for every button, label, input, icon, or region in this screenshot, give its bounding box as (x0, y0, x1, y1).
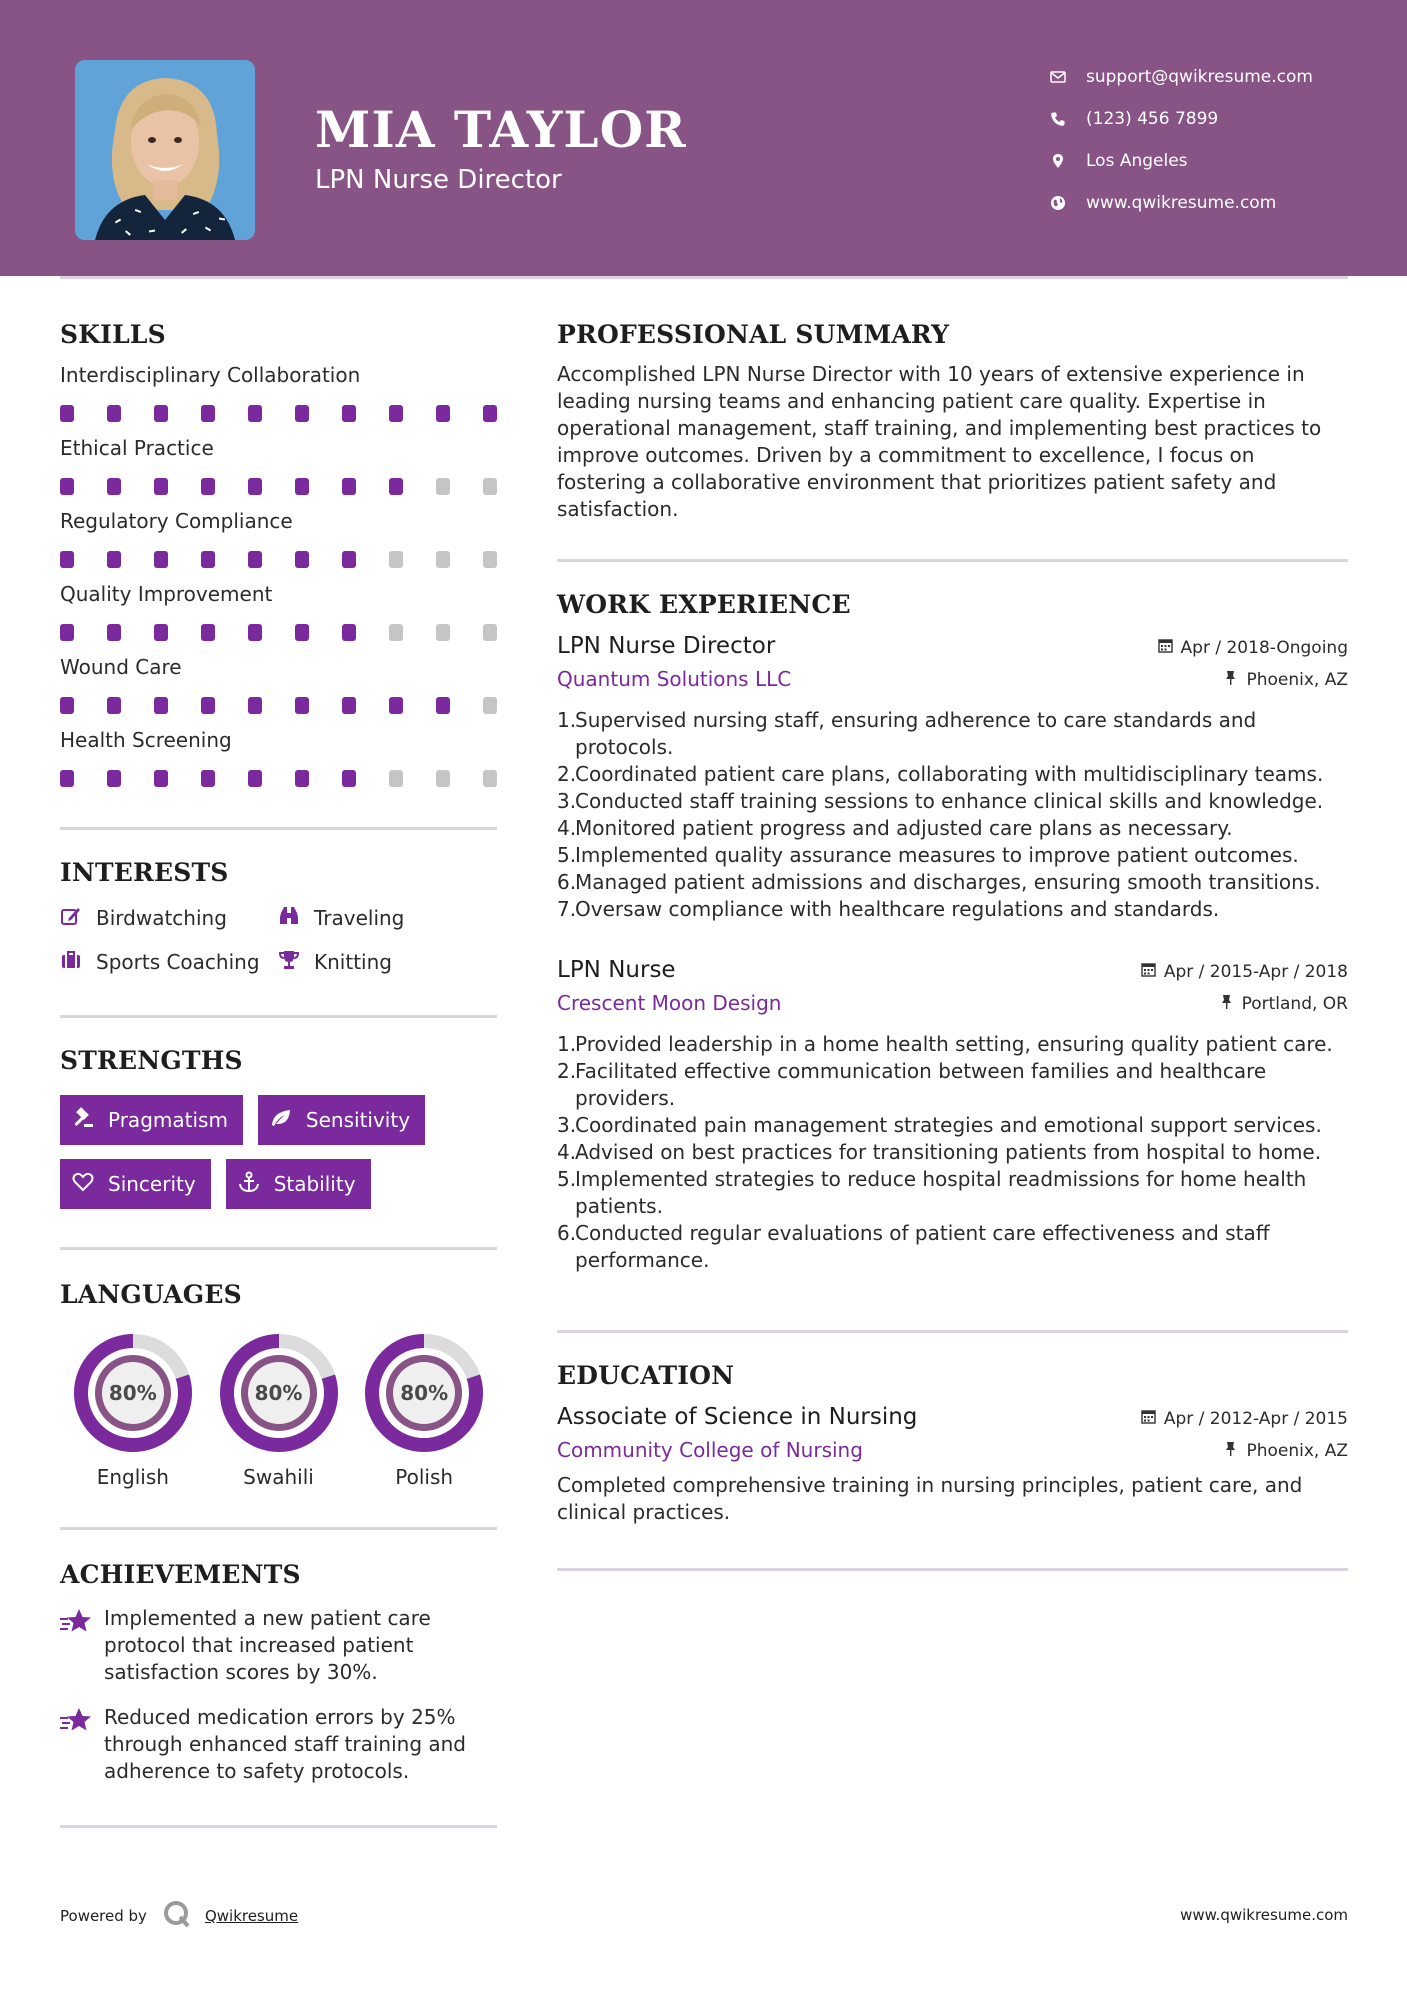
education-entry (557, 1404, 1348, 1526)
achievement-item (60, 1704, 497, 1785)
duties-list (557, 707, 1348, 923)
section-divider (60, 1247, 497, 1250)
school-name: Community College of Nursing (557, 1438, 863, 1462)
duty-number: 7. (557, 897, 577, 921)
duty-text: Coordinated pain management strategies and emotional support services. (575, 1113, 1322, 1137)
strength-label: Pragmatism (108, 1108, 228, 1132)
skill-dot-filled (295, 478, 309, 495)
left-column (60, 320, 497, 1828)
duty-number: 5. (557, 843, 577, 867)
skill-name: Quality Improvement (60, 582, 273, 606)
skill-dot-filled (295, 770, 309, 787)
skills-list (60, 363, 497, 787)
skill-name: Health Screening (60, 728, 232, 752)
job-location-text: Phoenix, AZ (1246, 670, 1348, 690)
skills-title: SKILLS (60, 320, 166, 349)
education-location-text: Phoenix, AZ (1246, 1441, 1348, 1461)
skill-dot-filled (248, 405, 262, 422)
profile-photo (75, 60, 255, 240)
duty-number: 4. (557, 1140, 577, 1164)
skill-dot-filled (436, 405, 450, 422)
language-name: English (96, 1465, 169, 1489)
duty-text: Provided leadership in a home health setting, ensuring quality patient care. (575, 1032, 1333, 1056)
duty-number: 3. (557, 789, 577, 813)
duty-number: 6. (557, 870, 577, 894)
interests-list (60, 905, 497, 975)
calendar-icon (1158, 638, 1181, 658)
strength-label: Sincerity (108, 1172, 196, 1196)
achievement-text: Reduced medication errors by 25% through enhanced staff training and adherence to safety protocols. (104, 1705, 467, 1783)
job-entry (557, 957, 1348, 1274)
skill-dot-filled (342, 478, 356, 495)
achievement-text: Implemented a new patient care protocol that increased patient satisfaction scores by 30%. (104, 1606, 431, 1684)
language-progress-ring (73, 1333, 193, 1453)
brand-link[interactable]: Qwikresume (204, 1907, 299, 1925)
interest-label: Traveling (314, 906, 405, 930)
duty-number: 6. (557, 1221, 577, 1245)
anchor-icon (238, 1171, 274, 1198)
duty-item (557, 869, 1348, 896)
duties-list (557, 1031, 1348, 1274)
skill-dot-empty (436, 624, 450, 641)
job-date-text: Apr / 2015-Apr / 2018 (1163, 962, 1348, 982)
achievement-item (60, 1605, 497, 1686)
education-date-text: Apr / 2012-Apr / 2015 (1163, 1409, 1348, 1429)
duty-text: Supervised nursing staff, ensuring adherence to care standards and protocols. (575, 708, 1257, 759)
duty-text: Oversaw compliance with healthcare regulations and standards. (575, 897, 1220, 921)
skill-dot-empty (483, 478, 497, 495)
skill-dot-filled (107, 405, 121, 422)
skill-dot-empty (483, 697, 497, 714)
job-location (1223, 670, 1348, 690)
strength-tag (258, 1095, 425, 1145)
languages-list (60, 1333, 497, 1489)
skill-dot-filled (60, 551, 74, 568)
skill-level-dots (60, 697, 497, 714)
skill-dot-filled (201, 478, 215, 495)
skill-dot-filled (342, 624, 356, 641)
duty-item (557, 761, 1348, 788)
skill-dot-filled (107, 551, 121, 568)
skill-level-dots (60, 770, 497, 787)
duty-item (557, 842, 1348, 869)
interest-label: Sports Coaching (96, 950, 260, 974)
duty-item (557, 1166, 1348, 1220)
skill-dot-empty (483, 770, 497, 787)
strengths-title: STRENGTHS (60, 1046, 243, 1075)
strength-label: Sensitivity (305, 1108, 411, 1132)
skill-dot-filled (295, 697, 309, 714)
skill-dot-filled (201, 551, 215, 568)
language-item (351, 1333, 497, 1489)
duty-number: 4. (557, 816, 577, 840)
skill-dot-empty (389, 551, 403, 568)
skill-dot-filled (154, 770, 168, 787)
skill-dot-filled (201, 624, 215, 641)
skill-dot-filled (295, 551, 309, 568)
skill-dot-empty (436, 551, 450, 568)
section-divider (60, 1015, 497, 1018)
section-divider (60, 827, 497, 830)
interest-item (278, 949, 497, 975)
section-divider (557, 559, 1348, 562)
skill-dot-filled (295, 624, 309, 641)
duty-text: Conducted regular evaluations of patient care effectiveness and staff performance. (575, 1221, 1270, 1272)
skill-name: Interdisciplinary Collaboration (60, 363, 361, 387)
experience-title: WORK EXPERIENCE (557, 590, 851, 619)
calendar-icon (1141, 962, 1164, 982)
interest-item (278, 905, 497, 931)
language-percent: 80% (400, 1381, 449, 1405)
education-description: Completed comprehensive training in nursing principles, patient care, and clinical practices. (557, 1473, 1303, 1524)
globe-icon (1050, 195, 1086, 211)
skill-level-dots (60, 405, 497, 422)
skill-dot-filled (248, 697, 262, 714)
duty-text: Monitored patient progress and adjusted care plans as necessary. (575, 816, 1233, 840)
edit-icon (60, 905, 96, 932)
skill-dot-filled (342, 551, 356, 568)
job-title: LPN Nurse (557, 957, 676, 983)
skill-dot-filled (107, 624, 121, 641)
calendar-icon (1141, 1409, 1164, 1429)
duty-number: 1. (557, 708, 577, 732)
duty-item (557, 1220, 1348, 1274)
duty-number: 5. (557, 1167, 577, 1191)
skill-dot-empty (436, 478, 450, 495)
trophy-icon (278, 949, 314, 976)
duty-number: 1. (557, 1032, 577, 1056)
skill-level-dots (60, 478, 497, 495)
pushpin-icon (1223, 670, 1246, 690)
job-location (1219, 994, 1348, 1014)
right-column (557, 320, 1348, 1571)
skill-dot-filled (342, 405, 356, 422)
skill-dot-filled (483, 405, 497, 422)
duty-item (557, 896, 1348, 923)
skill-dot-empty (389, 624, 403, 641)
duty-item (557, 1139, 1348, 1166)
resume-header (0, 0, 1407, 276)
skill-dot-filled (107, 478, 121, 495)
skill-dot-filled (248, 624, 262, 641)
skill-level-dots (60, 624, 497, 641)
education-location (1223, 1441, 1348, 1461)
achievements-list (60, 1605, 497, 1785)
duty-item (557, 1058, 1348, 1112)
duty-text: Facilitated effective communication between families and healthcare providers. (575, 1059, 1267, 1110)
skill-dot-filled (248, 551, 262, 568)
company-name: Quantum Solutions LLC (557, 667, 792, 691)
contact-location-text: Los Angeles (1086, 151, 1188, 171)
skill-dot-filled (107, 697, 121, 714)
section-divider (60, 1527, 497, 1530)
duty-number: 3. (557, 1113, 577, 1137)
language-percent: 80% (108, 1381, 157, 1405)
gavel-icon (72, 1107, 108, 1134)
education-title: EDUCATION (557, 1361, 735, 1390)
duty-text: Conducted staff training sessions to enhance clinical skills and knowledge. (575, 789, 1324, 813)
skill-dot-filled (154, 405, 168, 422)
skill-dot-filled (154, 697, 168, 714)
skill-dot-filled (60, 405, 74, 422)
candidate-role: LPN Nurse Director (315, 165, 562, 195)
duty-item (557, 1112, 1348, 1139)
envelope-icon (1050, 69, 1086, 85)
contact-phone[interactable] (1050, 98, 1313, 140)
strength-label: Stability (273, 1172, 356, 1196)
summary-text: Accomplished LPN Nurse Director with 10 years of extensive experience in leading nursing teams and enhancing patient care quality. Expertise in operational management, staff training, and implementing best practices to improve outcomes. Driven by a commitment to excellence, I focus on fostering a collaborative environment that prioritizes patient safety and satisfaction. (557, 362, 1322, 521)
skill-dot-empty (483, 624, 497, 641)
job-title: LPN Nurse Director (557, 633, 776, 659)
section-divider (60, 1825, 497, 1828)
duty-text: Implemented strategies to reduce hospital readmissions for home health patients. (575, 1167, 1307, 1218)
job-date (1141, 962, 1348, 982)
section-divider (557, 1330, 1348, 1333)
skill-dot-filled (389, 697, 403, 714)
strength-tag (60, 1095, 243, 1145)
section-divider (557, 1568, 1348, 1571)
duty-text: Advised on best practices for transitioning patients from hospital to home. (575, 1140, 1322, 1164)
language-progress-ring (364, 1333, 484, 1453)
duty-item (557, 1031, 1348, 1058)
skill-name: Ethical Practice (60, 436, 214, 460)
job-date-text: Apr / 2018-Ongoing (1180, 638, 1348, 658)
strengths-list (60, 1095, 497, 1209)
skill-dot-filled (342, 697, 356, 714)
interest-label: Knitting (314, 950, 392, 974)
interest-item (60, 905, 278, 931)
skill-dot-filled (60, 770, 74, 787)
contact-phone-text: (123) 456 7899 (1086, 109, 1219, 129)
job-date (1158, 638, 1348, 658)
pushpin-icon (1223, 1441, 1246, 1461)
contact-email-text: support@qwikresume.com (1086, 67, 1313, 87)
skill-dot-empty (436, 770, 450, 787)
star-icon (60, 1704, 104, 1785)
star-icon (60, 1605, 104, 1686)
skill-dot-filled (60, 697, 74, 714)
duty-item (557, 707, 1348, 761)
interest-item (60, 949, 278, 975)
skill-dot-filled (295, 405, 309, 422)
heart-icon (72, 1171, 108, 1198)
footer-powered-by (60, 1898, 298, 1934)
skill-dot-empty (389, 770, 403, 787)
language-name: Swahili (243, 1465, 314, 1489)
education-date (1141, 1409, 1348, 1429)
summary-title: PROFESSIONAL SUMMARY (557, 320, 950, 349)
strength-tag (60, 1159, 211, 1209)
qwikresume-logo-icon (147, 1898, 205, 1934)
skill-dot-empty (483, 551, 497, 568)
achievements-title: ACHIEVEMENTS (60, 1560, 301, 1589)
language-item (206, 1333, 352, 1489)
degree-title: Associate of Science in Nursing (557, 1404, 918, 1430)
skill-dot-filled (248, 478, 262, 495)
language-percent: 80% (254, 1381, 303, 1405)
interest-label: Birdwatching (96, 906, 227, 930)
interests-title: INTERESTS (60, 858, 229, 887)
languages-title: LANGUAGES (60, 1280, 242, 1309)
duty-number: 2. (557, 1059, 577, 1083)
skill-dot-filled (248, 770, 262, 787)
language-name: Polish (395, 1465, 454, 1489)
job-location-text: Portland, OR (1241, 994, 1348, 1014)
powered-by-label: Powered by (60, 1907, 147, 1925)
pushpin-icon (1219, 994, 1242, 1014)
leaf-icon (270, 1107, 306, 1134)
company-name: Crescent Moon Design (557, 991, 782, 1015)
binoculars-icon (278, 905, 314, 932)
skill-name: Regulatory Compliance (60, 509, 293, 533)
map-pin-icon (1050, 153, 1086, 169)
skill-level-dots (60, 551, 497, 568)
skill-dot-filled (154, 624, 168, 641)
contact-location (1050, 140, 1313, 182)
suitcase-icon (60, 949, 96, 976)
duty-number: 2. (557, 762, 577, 786)
skill-dot-filled (436, 697, 450, 714)
duty-item (557, 815, 1348, 842)
skill-dot-filled (154, 551, 168, 568)
skill-name: Wound Care (60, 655, 182, 679)
jobs-list (557, 633, 1348, 1274)
strength-tag (226, 1159, 371, 1209)
duty-text: Implemented quality assurance measures to improve patient outcomes. (575, 843, 1299, 867)
skill-dot-filled (154, 478, 168, 495)
phone-icon (1050, 111, 1086, 127)
skill-dot-filled (389, 478, 403, 495)
language-item (60, 1333, 206, 1489)
skill-dot-filled (201, 405, 215, 422)
skill-dot-filled (201, 697, 215, 714)
duty-text: Coordinated patient care plans, collaborating with multidisciplinary teams. (575, 762, 1324, 786)
language-progress-ring (219, 1333, 339, 1453)
contact-email[interactable] (1050, 56, 1313, 98)
contact-website-text: www.qwikresume.com (1086, 193, 1277, 213)
skill-dot-filled (60, 478, 74, 495)
skill-dot-filled (342, 770, 356, 787)
header-divider (60, 276, 1348, 279)
skill-dot-filled (60, 624, 74, 641)
job-entry (557, 633, 1348, 923)
contact-website[interactable] (1050, 182, 1313, 224)
skill-dot-filled (389, 405, 403, 422)
duty-text: Managed patient admissions and discharges, ensuring smooth transitions. (575, 870, 1321, 894)
duty-item (557, 788, 1348, 815)
footer-website[interactable]: www.qwikresume.com (1180, 1906, 1348, 1924)
skill-dot-filled (201, 770, 215, 787)
skill-dot-filled (107, 770, 121, 787)
candidate-name: MIA TAYLOR (315, 100, 687, 159)
contact-list (1050, 56, 1313, 224)
